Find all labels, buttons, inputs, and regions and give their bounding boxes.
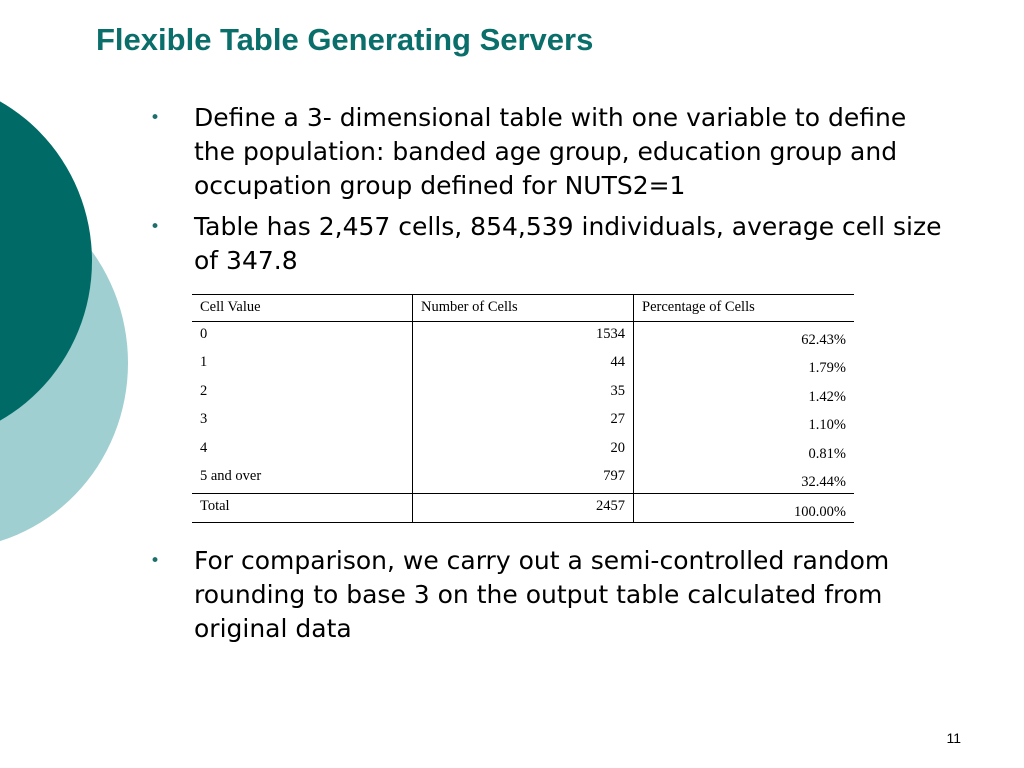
- cell-value: 2: [200, 382, 208, 399]
- percentage-of-cells: 1.10%: [634, 407, 855, 436]
- total-number-of-cells: 2457: [413, 493, 634, 523]
- cell-value: 5 and over: [200, 468, 262, 484]
- number-of-cells: 797: [413, 464, 634, 493]
- bullet-text: Table has 2,457 cells, 854,539 individuals, average cell size of 347.8: [194, 212, 942, 275]
- bullet-dot-icon: •: [150, 217, 161, 237]
- slide-title: Flexible Table Generating Servers: [96, 22, 594, 57]
- number-of-cells: 20: [413, 436, 634, 465]
- number-of-cells: 27: [413, 407, 634, 436]
- cell-distribution-table: [192, 294, 854, 523]
- bullet-text: For comparison, we carry out a semi-controlled random rounding to base 3 on the output table calculated from original data: [194, 546, 890, 643]
- table-row: [192, 464, 854, 493]
- table-row: [192, 436, 854, 465]
- total-percentage: 100.00%: [634, 493, 855, 523]
- percentage-of-cells: 32.44%: [634, 464, 855, 493]
- header-number-of-cells: Number of Cells: [413, 295, 634, 322]
- percentage-of-cells: 62.43%: [634, 321, 855, 350]
- bullet-dot-icon: •: [150, 108, 161, 128]
- number-of-cells: 35: [413, 379, 634, 408]
- page-number: 11: [946, 730, 961, 746]
- header-cell-value: Cell Value: [192, 295, 413, 322]
- cell-value: 0: [200, 325, 208, 342]
- bullet-text: Define a 3- dimensional table with one variable to define the population: banded age group, education group and occupation group defined for NUTS2=1: [194, 103, 907, 200]
- bullet-dot-icon: •: [150, 551, 161, 571]
- bullet-item: [150, 210, 950, 278]
- percentage-of-cells: 0.81%: [634, 436, 855, 465]
- cell-value: 3: [200, 411, 208, 427]
- table-row: [192, 379, 854, 408]
- table-total-row: [192, 493, 854, 523]
- number-of-cells: 44: [413, 350, 634, 379]
- bullet-item: [150, 101, 950, 203]
- table-row: [192, 321, 854, 350]
- total-label: Total: [192, 493, 413, 523]
- number-of-cells: 1534: [413, 321, 634, 350]
- table-header-row: [192, 295, 854, 322]
- bullet-item: [150, 544, 950, 646]
- percentage-of-cells: 1.42%: [634, 379, 855, 408]
- header-percentage-of-cells: Percentage of Cells: [634, 295, 855, 322]
- bullet-list-top: [150, 101, 950, 285]
- percentage-of-cells: 1.79%: [634, 350, 855, 379]
- table-row: [192, 350, 854, 379]
- table-row: [192, 407, 854, 436]
- bullet-list-bottom: [150, 544, 950, 653]
- cell-value: 4: [200, 439, 208, 456]
- cell-value: 1: [200, 354, 208, 370]
